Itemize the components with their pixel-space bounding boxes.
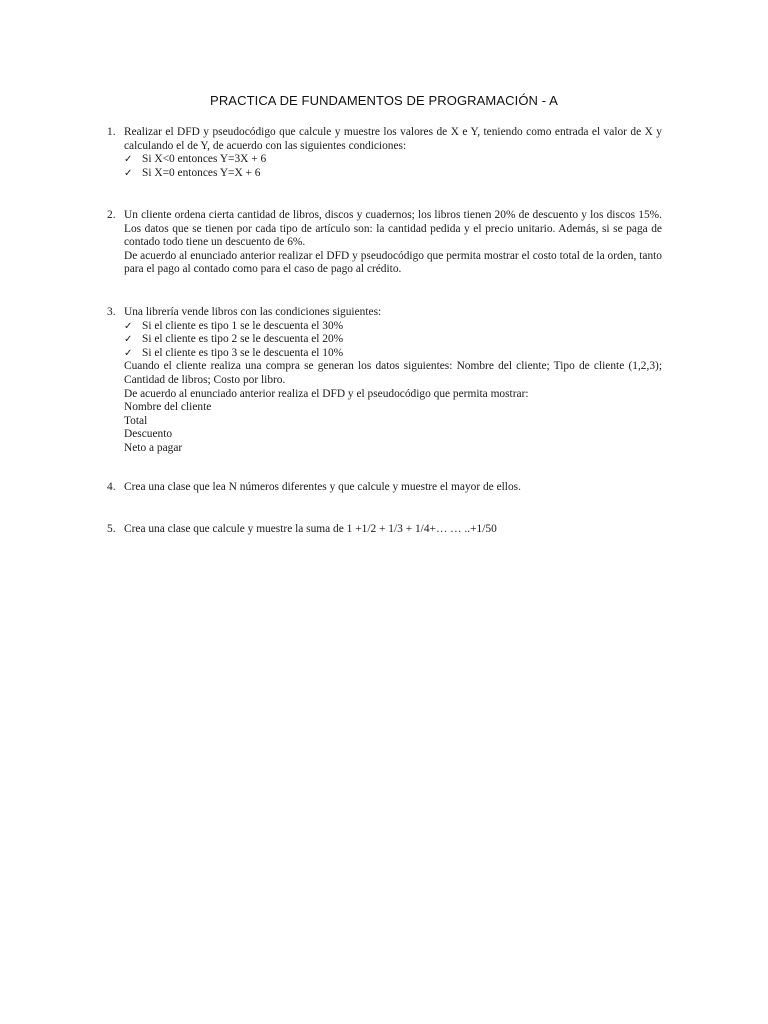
item-text-line: Una librería vende libros con las condiciones siguientes: bbox=[124, 306, 382, 318]
item-number: 4. bbox=[107, 481, 116, 493]
condition-text: Si X<0 entonces Y=3X + 6 bbox=[142, 153, 267, 166]
checkmark-icon: ✓ bbox=[124, 347, 133, 359]
item-text-line: Crea una clase que calcule y muestre la suma de 1 +1/2 + 1/3 + 1/4+… … ..+1/50 bbox=[124, 523, 497, 535]
item-text-line: Crea una clase que lea N números diferentes y que calcule y muestre el mayor de ellos. bbox=[124, 481, 521, 493]
condition-bullet bbox=[124, 333, 662, 347]
item-text-line: Los datos que se tienen por cada tipo de artículo son: la cantidad pedida y el precio unitario. Además, si se paga de bbox=[124, 222, 662, 235]
checkmark-icon: ✓ bbox=[124, 154, 133, 166]
item-number: 1. bbox=[107, 126, 116, 138]
checkmark-icon: ✓ bbox=[124, 167, 133, 179]
item-text-line: Total bbox=[124, 414, 148, 427]
item-body bbox=[124, 306, 662, 456]
item-body bbox=[124, 209, 662, 277]
item-text-line: Un cliente ordena cierta cantidad de libros, discos y cuadernos; los libros tienen 20% de descuento y los discos 15%. bbox=[124, 209, 662, 221]
item-number: 5. bbox=[107, 523, 116, 535]
item-text-line: De acuerdo al enunciado anterior realiza el DFD y el pseudocódigo que permita mostrar: bbox=[124, 387, 529, 400]
exercise-item-4 bbox=[107, 481, 662, 495]
condition-text: Si X=0 entonces Y=X + 6 bbox=[142, 166, 261, 179]
exercise-item-1 bbox=[107, 126, 662, 180]
condition-bullet bbox=[124, 167, 662, 181]
document-title: PRACTICA DE FUNDAMENTOS DE PROGRAMACIÓN - A bbox=[210, 93, 558, 108]
item-text-line: Cantidad de libros; Costo por libro. bbox=[124, 373, 286, 386]
exercise-item-3 bbox=[107, 306, 662, 456]
checkmark-icon: ✓ bbox=[124, 334, 133, 346]
item-body bbox=[124, 126, 662, 180]
condition-text: Si el cliente es tipo 2 se le descuenta el 20% bbox=[142, 333, 344, 346]
item-text-line: para el pago al contado como para el caso de pago al crédito. bbox=[124, 263, 402, 276]
condition-bullet bbox=[124, 320, 662, 334]
condition-text: Si el cliente es tipo 3 se le descuenta el 10% bbox=[142, 346, 344, 359]
item-number: 2. bbox=[107, 209, 116, 221]
exercise-item-2 bbox=[107, 209, 662, 277]
condition-bullet bbox=[124, 153, 662, 167]
item-text-line: contado todo tiene un descuento de 6%. bbox=[124, 236, 306, 249]
item-text-line: De acuerdo al enunciado anterior realizar el DFD y pseudocódigo que permita mostrar el costo total de la orden, tanto bbox=[124, 249, 662, 262]
item-text-line: Cuando el cliente realiza una compra se generan los datos siguientes: Nombre del cliente; Tipo de cliente (1,2,3); bbox=[124, 360, 662, 373]
item-text-line: calculando el de Y, de acuerdo con las siguientes condiciones: bbox=[124, 139, 407, 152]
item-text-line: Descuento bbox=[124, 428, 173, 441]
item-body bbox=[124, 481, 662, 495]
condition-text: Si el cliente es tipo 1 se le descuenta el 30% bbox=[142, 319, 344, 332]
checkmark-icon: ✓ bbox=[124, 320, 133, 332]
item-text-line: Realizar el DFD y pseudocódigo que calcule y muestre los valores de X e Y, teniendo como entrada el valor de X y bbox=[124, 126, 662, 138]
item-text-line: Neto a pagar bbox=[124, 441, 183, 454]
item-number: 3. bbox=[107, 306, 116, 318]
item-text-line: Nombre del cliente bbox=[124, 401, 212, 414]
item-body bbox=[124, 523, 662, 537]
exercise-item-5 bbox=[107, 523, 662, 537]
condition-bullet bbox=[124, 347, 662, 361]
